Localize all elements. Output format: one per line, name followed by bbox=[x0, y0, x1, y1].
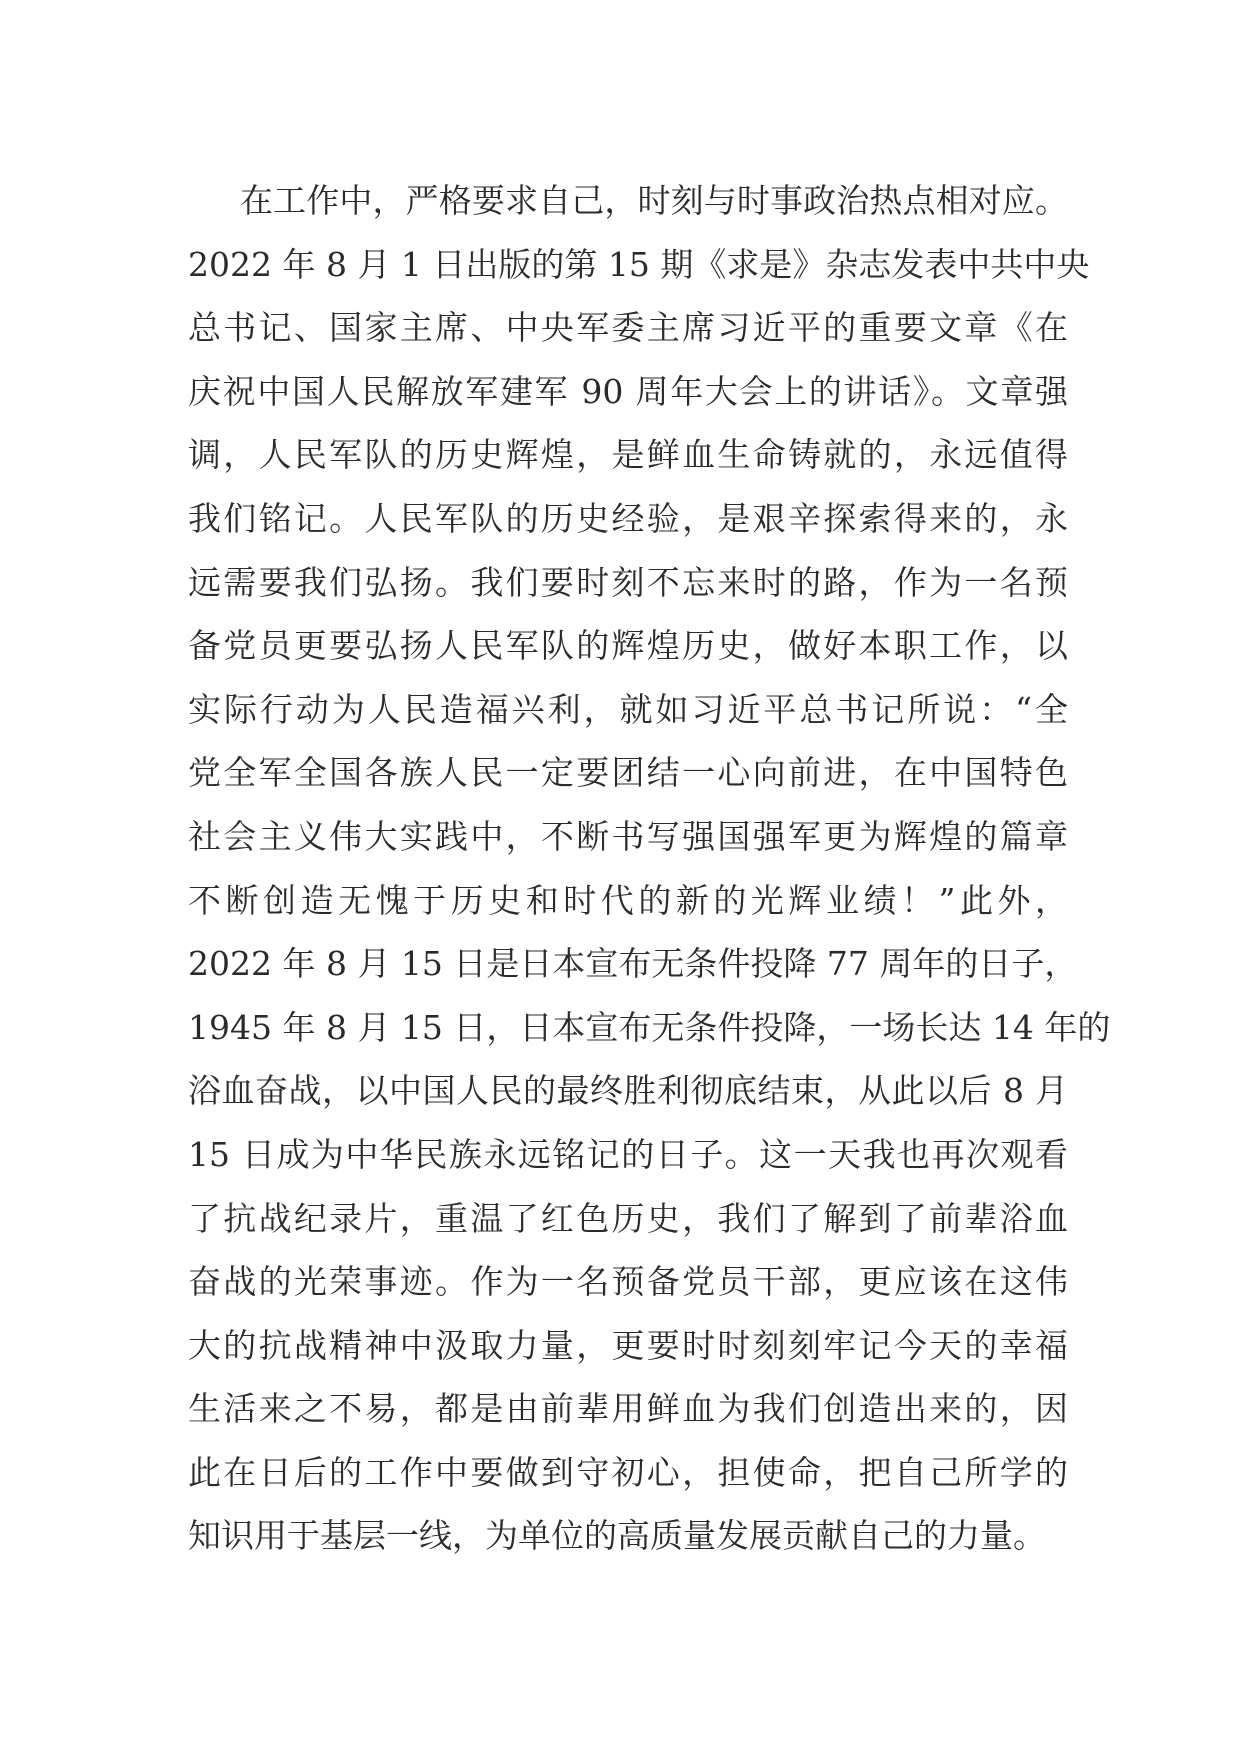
paragraph-line: 社会主义伟大实践中，不断书写强国强军更为辉煌的篇章 bbox=[188, 816, 1068, 856]
paragraph-line: 备党员更要弘扬人民军队的辉煌历史，做好本职工作，以 bbox=[188, 626, 1068, 666]
paragraph-line: 调，人民军队的历史辉煌，是鲜血生命铸就的，永远值得 bbox=[188, 435, 1068, 475]
paragraph-line: 总书记、国家主席、中央军委主席习近平的重要文章《在 bbox=[188, 308, 1068, 348]
paragraph-line: 浴血奋战，以中国人民的最终胜利彻底结束，从此以后 8 月 bbox=[188, 1071, 1068, 1111]
paragraph-line: 2022 年 8 月 1 日出版的第 15 期《求是》杂志发表中共中央 bbox=[188, 244, 1090, 284]
paragraph-line: 在工作中，严格要求自己，时刻与时事政治热点相对应。 bbox=[240, 181, 1068, 220]
paragraph-line: 2022 年 8 月 15 日是日本宣布无条件投降 77 周年的日子， bbox=[188, 944, 1078, 984]
paragraph-line: 远需要我们弘扬。我们要时刻不忘来时的路，作为一名预 bbox=[188, 562, 1068, 602]
paragraph-line: 庆祝中国人民解放军建军 90 周年大会上的讲话》。文章强 bbox=[188, 371, 1068, 411]
paragraph-line: 实际行动为人民造福兴利，就如习近平总书记所说：“全 bbox=[188, 689, 1068, 729]
paragraph-line: 我们铭记。人民军队的历史经验，是艰辛探索得来的，永 bbox=[188, 498, 1068, 538]
paragraph-line: 大的抗战精神中汲取力量，更要时时刻刻牢记今天的幸福 bbox=[188, 1325, 1068, 1365]
paragraph-line: 不断创造无愧于历史和时代的新的光辉业绩！”此外， bbox=[188, 880, 1068, 920]
paragraph-line: 知识用于基层一线，为单位的高质量发展贡献自己的力量。 bbox=[188, 1516, 1046, 1556]
paragraph-line: 党全军全国各族人民一定要团结一心向前进，在中国特色 bbox=[188, 753, 1068, 793]
paragraph-line: 生活来之不易，都是由前辈用鲜血为我们创造出来的，因 bbox=[188, 1389, 1068, 1429]
paragraph-line: 了抗战纪录片，重温了红色历史，我们了解到了前辈浴血 bbox=[188, 1198, 1068, 1238]
paragraph-line: 此在日后的工作中要做到守初心，担使命，把自己所学的 bbox=[188, 1452, 1068, 1492]
paragraph-line: 奋战的光荣事迹。作为一名预备党员干部，更应该在这伟 bbox=[188, 1262, 1068, 1302]
paragraph-line: 1945 年 8 月 15 日，日本宣布无条件投降，一场长达 14 年的 bbox=[188, 1007, 1111, 1047]
body-paragraph bbox=[188, 169, 1111, 1568]
paragraph-line: 15 日成为中华民族永远铭记的日子。这一天我也再次观看 bbox=[188, 1134, 1068, 1174]
